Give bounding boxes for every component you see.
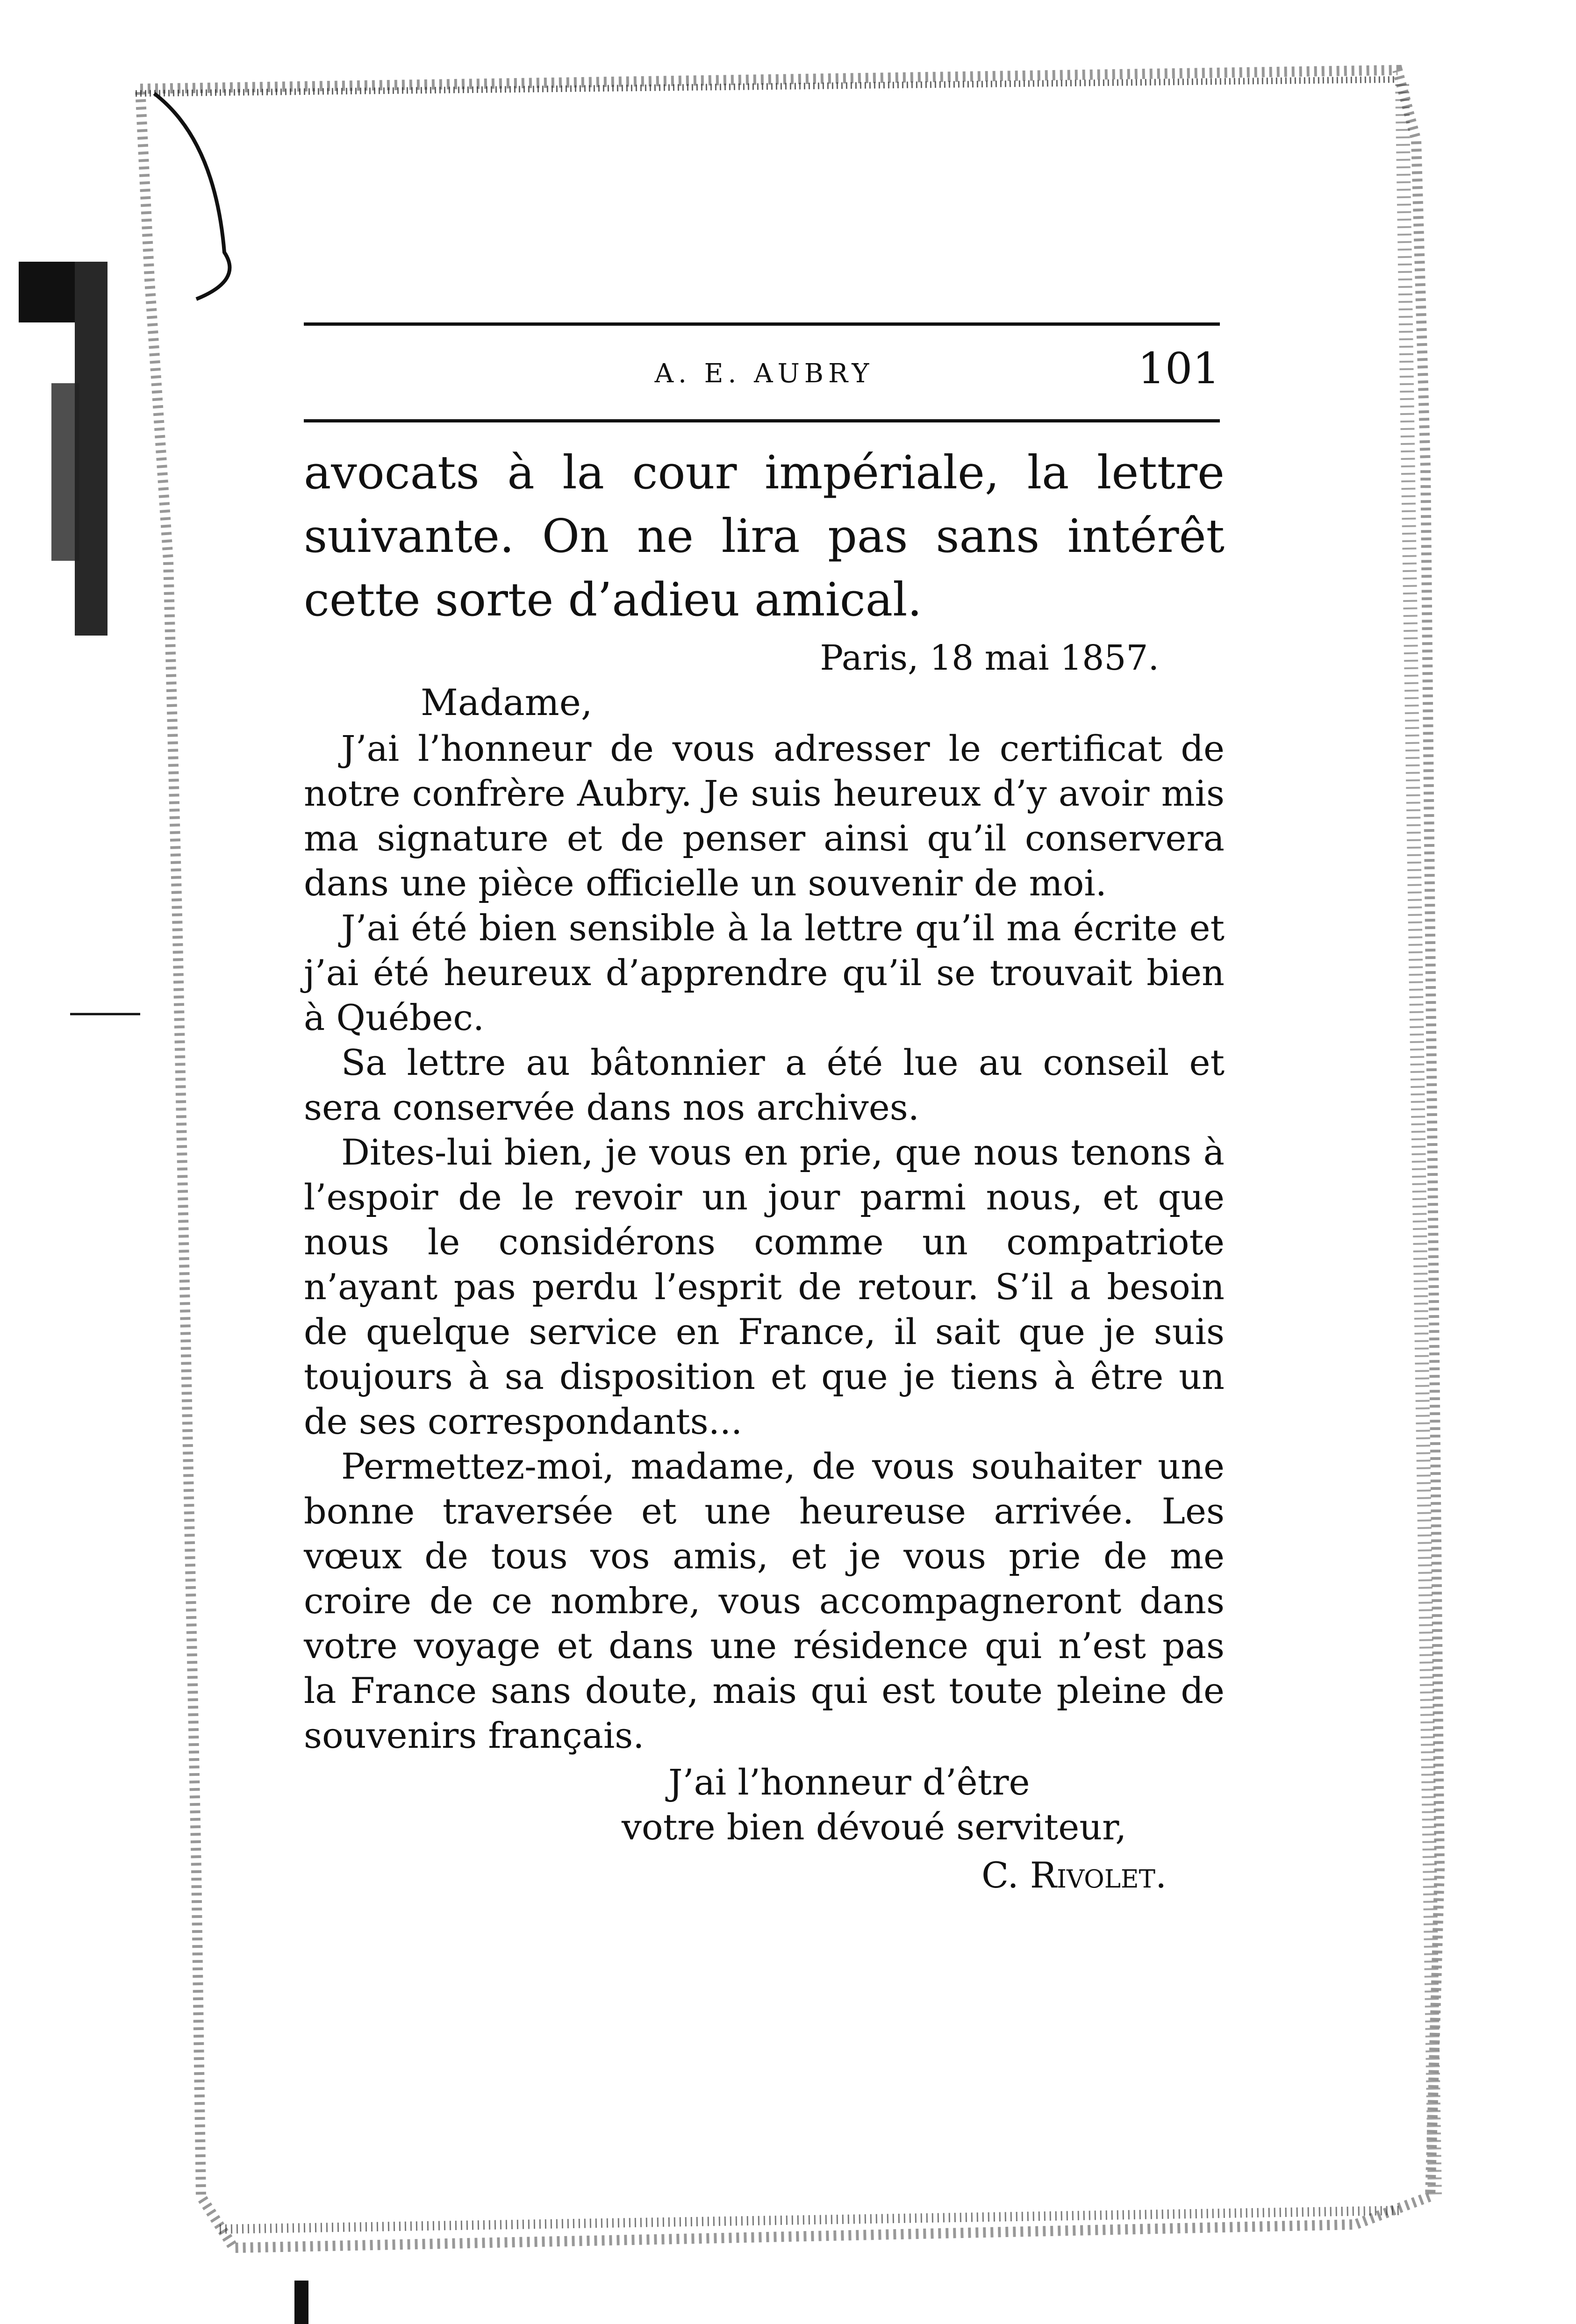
book-page — [304, 322, 1225, 1901]
letter — [304, 636, 1225, 1901]
running-head: A. E. AUBRY — [654, 358, 874, 389]
header-rule-bottom — [304, 419, 1220, 422]
letter-salutation: Madame, — [421, 682, 593, 724]
letter-signature: C. Rivolet. — [981, 1854, 1167, 1896]
letter-paragraph: Sa lettre au bâtonnier a été lue au conseil et sera conservée dans nos archives. — [304, 1042, 1225, 1128]
letter-closing-line-2: votre bien dévoué serviteur, — [622, 1806, 1127, 1848]
letter-paragraph: Dites-lui bien, je vous en prie, que nous tenons à l’espoir de le revoir un jour parmi nous, et que nous le considérons comme un compatriote n’ayant pas perdu l’esprit de retour. S’il a besoin de quelque service en France, il sait que je suis toujours à sa disposition et que je tiens à être un de ses correspondants... — [304, 1131, 1225, 1442]
lead-paragraph: avocats à la cour impériale, la lettre suivante. On ne lira pas sans intérêt cette sorte d’adieu amical. — [304, 446, 1225, 627]
letter-paragraph: J’ai été bien sensible à la lettre qu’il ma écrite et j’ai été heureux d’apprendre qu’il se trouvait bien à Québec. — [304, 907, 1225, 1038]
page-number: 101 — [1138, 343, 1220, 393]
letter-paragraph: J’ai l’honneur de vous adresser le certificat de notre confrère Aubry. Je suis heureux d’y avoir mis ma signature et de penser ainsi qu’il conservera dans une pièce officielle un souvenir de moi. — [304, 728, 1225, 904]
letter-closing-line-1: J’ai l’honneur d’être — [668, 1761, 1030, 1803]
page-header — [304, 326, 1225, 419]
letter-dateline: Paris, 18 mai 1857. — [820, 638, 1159, 678]
header-rule-top — [304, 322, 1220, 326]
letter-paragraph: Permettez-moi, madame, de vous souhaiter une bonne traversée et une heureuse arrivée. Les vœux de tous vos amis, et je vous prie de me croire de ce nombre, vous accompagneront dans votre voyage et dans une résidence qui n’est pas la France sans doute, mais qui est toute pleine de souvenirs français. — [304, 1445, 1225, 1756]
